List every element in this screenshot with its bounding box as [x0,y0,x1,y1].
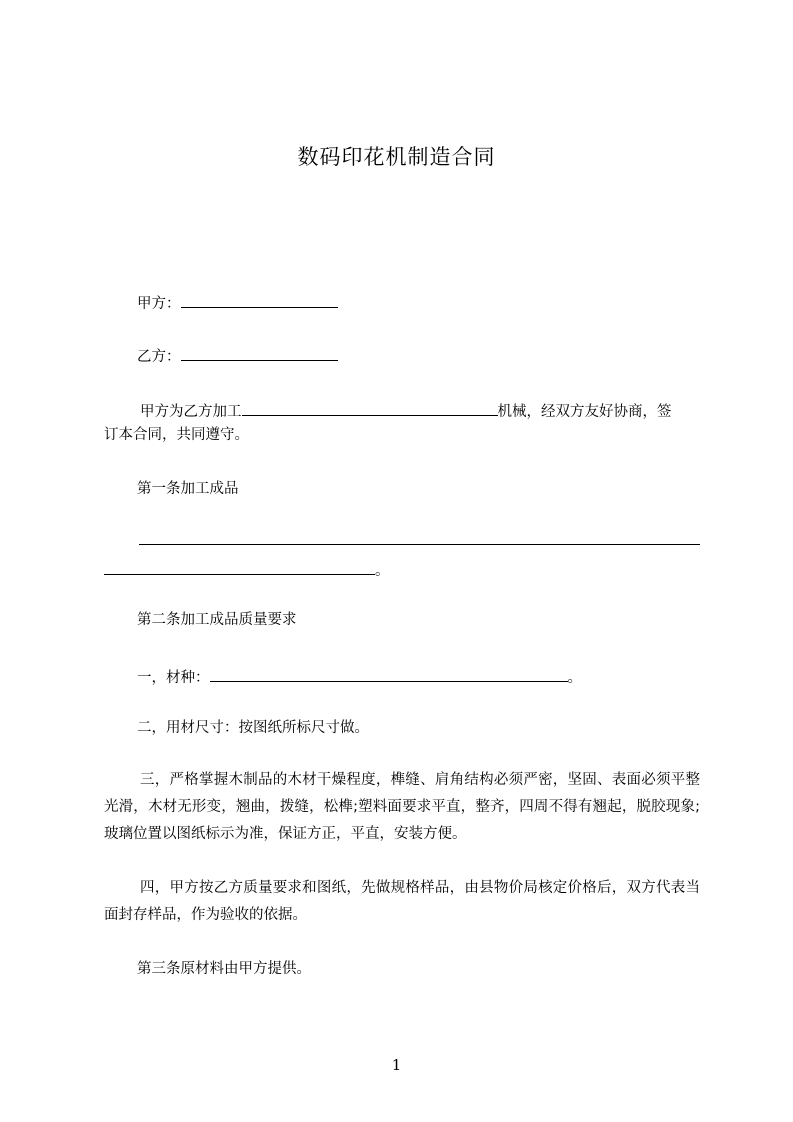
party-a-label: 甲方： [137,296,181,312]
page-title: 数码印花机制造合同 [297,145,496,169]
intro-prefix: 甲方为乙方加工 [140,404,242,420]
item-1-line [137,665,582,688]
article-3: 第三条原材料由甲方提供。 [137,961,311,977]
party-a-line [137,291,338,314]
page-number: 1 [391,1056,402,1074]
party-b-label: 乙方： [137,349,181,365]
party-b-blank [181,344,338,361]
party-b-line [137,344,338,367]
item-1-end: 。 [567,670,582,686]
intro-line-1 [140,399,672,422]
article-1-end: 。 [375,563,390,579]
intro-line-2: 订本合同，共同遵守。 [104,427,249,443]
item-1-blank [210,665,568,682]
item-3: 三，严格掌握木制品的木材干燥程度，榫缝、肩角结构必须严密，坚固、表面必须平整光滑，木材无形变，翘曲，拨缝，松榫;塑料面要求平直，整齐，四周不得有翘起，脱胶现象;玻璃位置以图纸标示为准，保证方正，平直，安装方便。 [104,772,700,842]
item-1-label: 一，材种： [137,670,210,686]
article-1-heading: 第一条加工成品 [137,481,239,497]
intro-blank [242,399,498,416]
article-1-blank-line-1 [139,544,700,545]
article-1-line-2 [104,558,390,581]
item-4: 四，甲方按乙方质量要求和图纸，先做规格样品，由县物价局核定价格后，双方代表当面封存样品，作为验收的依据。 [104,880,700,923]
party-a-blank [181,291,338,308]
intro-middle: 机械，经双方友好协商，签 [497,404,672,420]
article-1-blank-line-2 [104,558,375,575]
article-2-heading: 第二条加工成品质量要求 [137,612,297,628]
item-2: 二，用材尺寸：按图纸所标尺寸做。 [137,720,369,736]
